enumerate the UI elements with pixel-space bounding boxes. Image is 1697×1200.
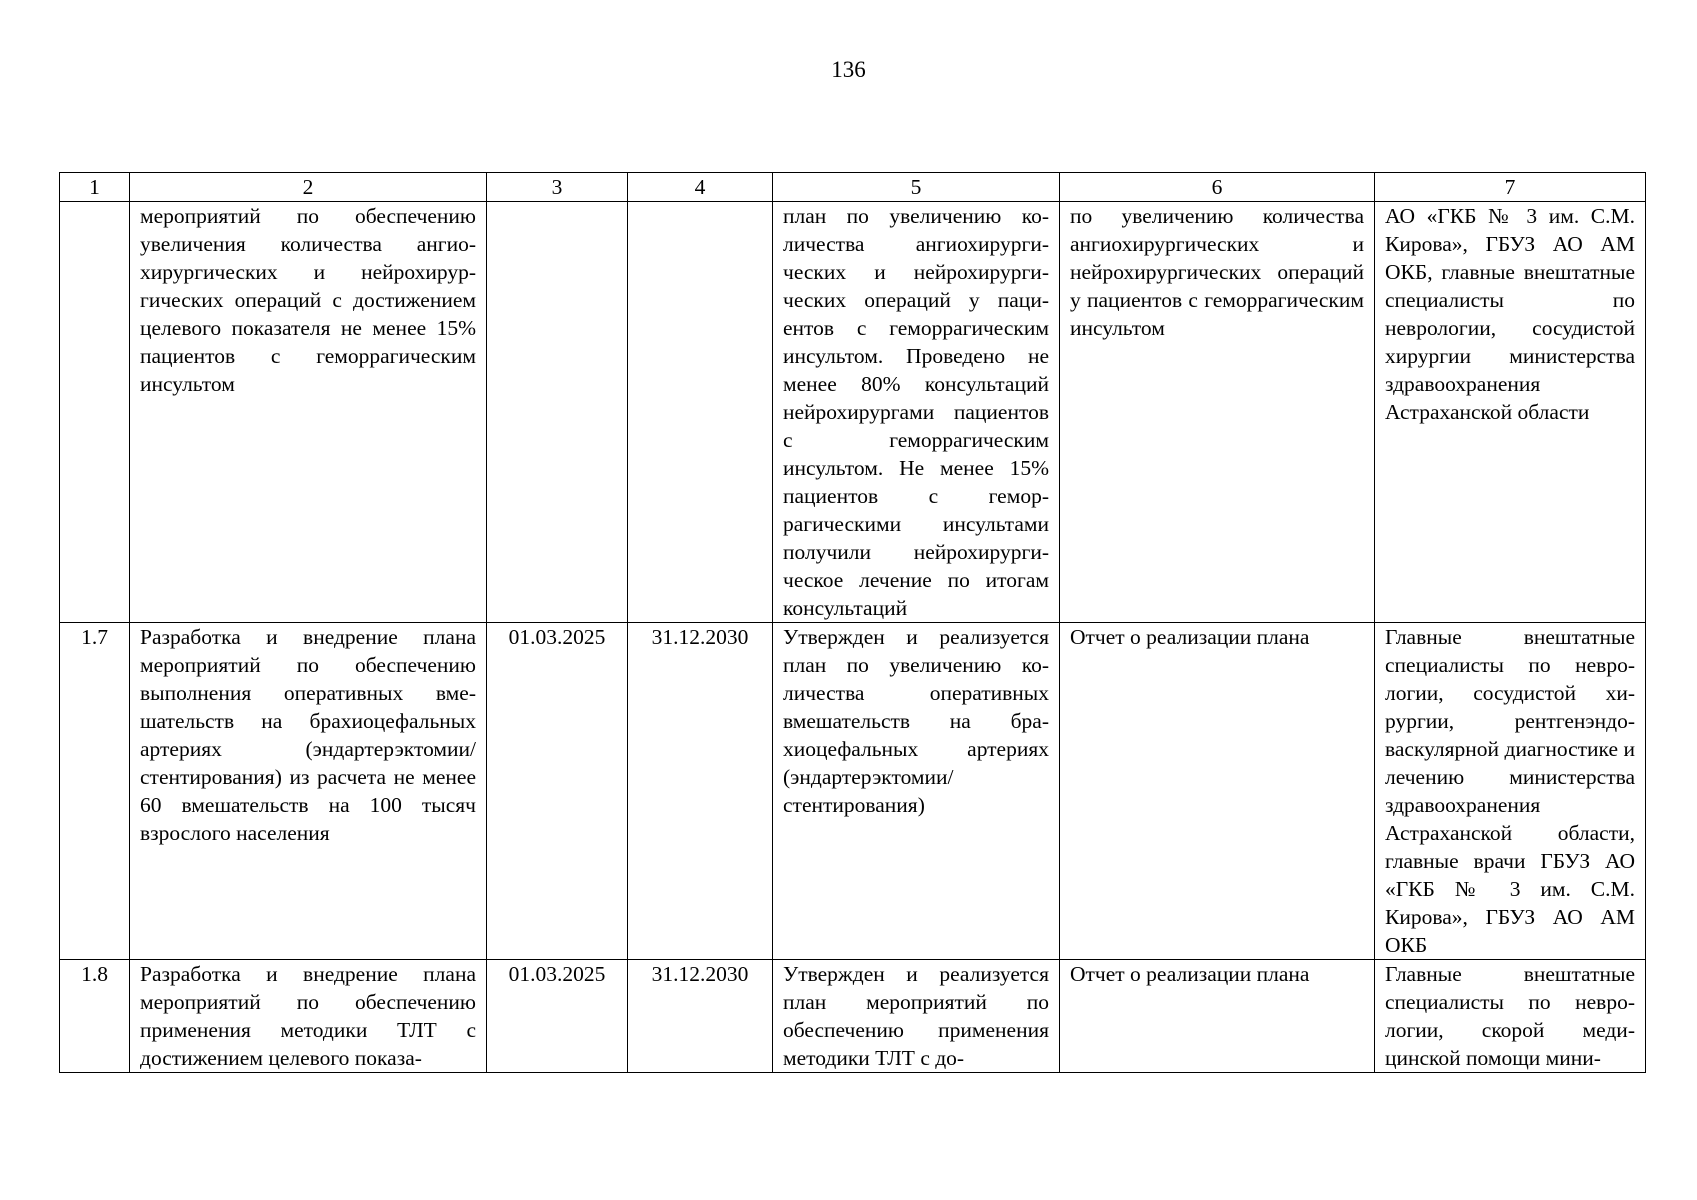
column-header: 6 [1060,173,1375,202]
start-date-cell: 01.03.2025 [487,623,628,960]
column-header: 5 [773,173,1060,202]
start-date-cell [487,202,628,623]
table-row [60,623,1646,960]
result-cell [773,960,1060,1073]
activity-cell: Разработка и внедрение плана мероприятий по обеспечению выполнения оперативных вмешательств на брахиоцефальных артериях (эндартерэктомии/стентирования) из расчета не менее 60 вмешательств на 100 тысяч взрослого населения [130,623,487,960]
column-header: 1 [60,173,130,202]
start-date-cell [487,960,628,1073]
page-number: 136 [831,57,866,82]
cell-text: 31.12.2030 [651,962,749,986]
end-date-cell [628,202,773,623]
column-header: 3 [487,173,628,202]
responsible-cell: Главные внештатные специалисты по неврологии, сосудистой хирургии, рентгенэндоваскулярной диагностике и лечению министерства здравоохранения Астраханской области, главные врачи ГБУЗ АО «ГКБ № 3 им. С.М. Кирова», ГБУЗ АО АМ ОКБ [1375,623,1646,960]
cell-text: 01.03.2025 [508,962,606,986]
result-cell: Утвержден и реализуется план по увеличению количества оперативных вмешательств на брахиоцефальных артериях (эндартерэктомии/ стентирования) [773,623,1060,960]
report-cell: по увеличению количества ангиохирургических и нейрохирургических операций у пациентов с геморрагическим инсультом [1060,202,1375,623]
cell-text: Разработка и внедрение плана мероприятий по обеспечению применения методики ТЛТ с достижением целевого показа- [140,962,476,1070]
activity-cell [130,960,487,1073]
row-number-cell [60,960,130,1073]
end-date-cell: 31.12.2030 [628,623,773,960]
table-row [60,202,1646,623]
plan-table [59,172,1646,1073]
responsible-cell: АО «ГКБ № 3 им. С.М. Кирова», ГБУЗ АО АМ ОКБ, главные внештатные специалисты по неврологии, сосудистой хирургии министерства здравоохранения Астраханской области [1375,202,1646,623]
column-header: 2 [130,173,487,202]
column-header: 4 [628,173,773,202]
cell-text: 1.8 [81,962,108,986]
activity-cell: мероприятий по обеспечению увеличения количества ангиохирургических и нейрохирургических операций с достижением целевого показателя не менее 15% пациентов с геморрагическим инсультом [130,202,487,623]
table-row [60,960,1646,1073]
column-header: 7 [1375,173,1646,202]
column-number-row [60,173,1646,202]
responsible-cell [1375,960,1646,1073]
cell-text: Главные внештатные специалисты по неврологии, скорой медицинской помощи мини- [1385,962,1635,1070]
result-cell: план по увеличению количества ангиохирургических и нейрохирургических операций у пациентов с геморрагическим инсультом. Проведено не менее 80% консультаций нейрохирургами пациентов с геморрагическим инсультом. Не менее 15% пациентов с геморрагическими инсультами получили нейрохирургическое лечение по итогам консультаций [773,202,1060,623]
row-number-cell [60,202,130,623]
cell-text: Утвержден и реализуется план мероприятий по обеспечению применения методики ТЛТ с до- [783,962,1049,1070]
end-date-cell [628,960,773,1073]
cell-text: Отчет о реализации плана [1070,962,1310,986]
report-cell: Отчет о реализации плана [1060,623,1375,960]
report-cell [1060,960,1375,1073]
row-number-cell: 1.7 [60,623,130,960]
